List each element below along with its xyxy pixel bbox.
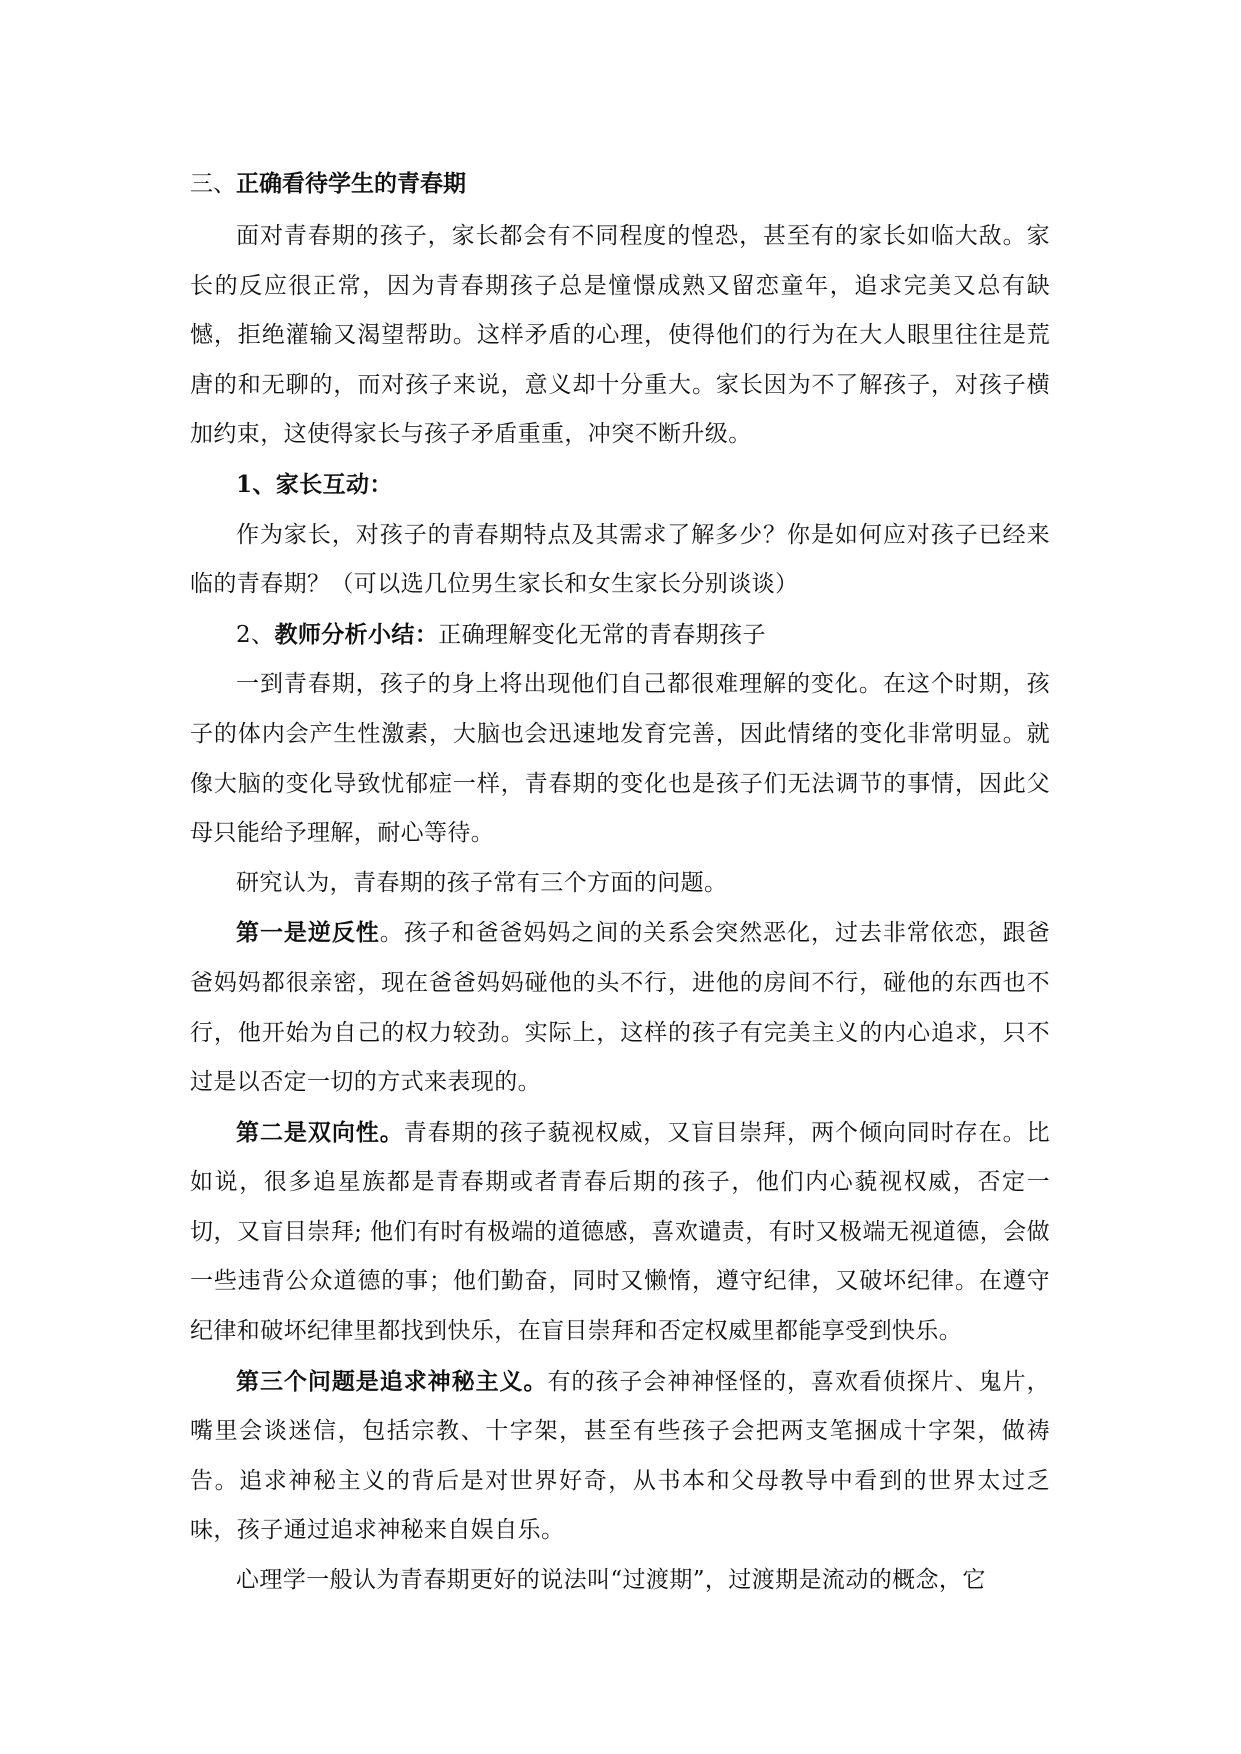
part2-number: 2、 — [236, 621, 275, 648]
section-number: 三、 — [190, 171, 236, 197]
part1-heading — [190, 460, 1050, 511]
point-paragraph-3 — [190, 1357, 1050, 1556]
section-heading — [190, 160, 1050, 208]
intro-paragraph: 面对青春期的孩子，家长都会有不同程度的惶恐，甚至有的家长如临大敌。家长的反应很正常，因为青春期孩子总是憧憬成熟又留恋童年，追求完美又总有缺憾，拒绝灌输又渴望帮助。这样矛盾的心理，使得他们的行为在大人眼里往往是荒唐的和无聊的，而对孩子来说，意义却十分重大。家长因为不了解孩子，对孩子横加约束，这使得家长与孩子矛盾重重，冲突不断升级。 — [190, 223, 1050, 448]
part2-label: 教师分析小结： — [274, 620, 439, 648]
part1-label: 1、家长互动： — [236, 470, 393, 498]
point-paragraph-1 — [190, 908, 1050, 1107]
section-title: 正确看待学生的青春期 — [236, 170, 466, 197]
part1-paragraph: 作为家长，对孩子的青春期特点及其需求了解多少？你是如何应对孩子已经来临的青春期？（可以选几位男生家长和女生家长分别谈谈） — [190, 521, 1050, 598]
document-body — [190, 160, 1050, 1606]
part2-heading — [190, 610, 1050, 661]
research-intro: 研究认为，青春期的孩子常有三个方面的问题。 — [236, 869, 728, 896]
point-lead: 第二是双向性。 — [236, 1118, 404, 1146]
part2-subtitle: 正确理解变化无常的青春期孩子 — [438, 621, 766, 648]
point-text: 有的孩子会神神怪怪的，喜欢看侦探片、鬼片，嘴里会谈迷信，包括宗教、十字架，甚至有些孩子会把两支笔捆成十字架，做祷告。追求神秘主义的背后是对世界好奇，从书本和父母教导中看到的世界太过乏味，孩子通过追求神秘来自娱自乐。 — [190, 1368, 1050, 1544]
point-text: 。孩子和爸爸妈妈之间的关系会突然恶化，过去非常依恋，跟爸爸妈妈都很亲密，现在爸爸妈妈碰他的头不行，进他的房间不行，碰他的东西也不行，他开始为自己的权力较劲。实际上，这样的孩子有完美主义的内心追求，只不过是以否定一切的方式来表现的。 — [190, 920, 1050, 1096]
point-paragraph-2 — [190, 1108, 1050, 1357]
point-lead: 第一是逆反性 — [236, 919, 380, 947]
part2-paragraph: 一到青春期，孩子的身上将出现他们自己都很难理解的变化。在这个时期，孩子的体内会产生性激素，大脑也会迅速地发育完善，因此情绪的变化非常明显。就像大脑的变化导致忧郁症一样，青春期的变化也是孩子们无法调节的事情，因此父母只能给予理解，耐心等待。 — [190, 671, 1050, 847]
point-text: 青春期的孩子藐视权威，又盲目崇拜，两个倾向同时存在。比如说，很多追星族都是青春期或者青春后期的孩子，他们内心藐视权威，否定一切，又盲目崇拜; 他们有时有极端的道德感，喜欢谴责，有时又极端无视道德，会做一些违背公众道德的事；他们勤奋，同时又懒惰，遵守纪律，又破坏纪律。在遵守纪律和破坏纪律里都找到快乐，在盲目崇拜和否定权威里都能享受到快乐。 — [190, 1119, 1050, 1345]
closing-paragraph: 心理学一般认为青春期更好的说法叫“过渡期”，过渡期是流动的概念，它 — [236, 1567, 986, 1594]
point-lead: 第三个问题是追求神秘主义。 — [236, 1367, 548, 1395]
